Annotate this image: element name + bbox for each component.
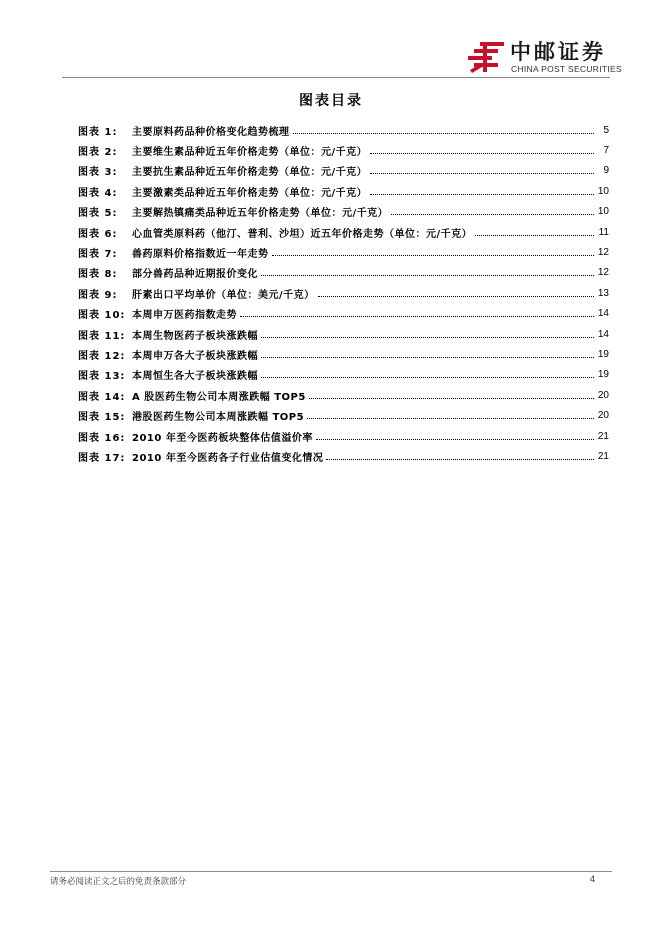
toc-entry-title: 主要解热镇痛类品种近五年价格走势（单位：元/千克）	[132, 208, 389, 220]
toc-entry-title: 2010 年至今医药各子行业估值变化情况	[132, 452, 324, 464]
toc-dot-leader	[370, 194, 594, 195]
toc-entry-label: 图表 1:	[78, 126, 118, 138]
toc-entry-page: 9	[603, 165, 609, 177]
toc-entry-label: 图表 16:	[78, 432, 126, 444]
toc-entry-label: 图表 10:	[78, 310, 126, 322]
toc-dot-leader	[240, 316, 594, 317]
toc-entry[interactable]	[78, 324, 609, 344]
toc-entry-page: 11	[598, 226, 609, 238]
toc-entry-page: 10	[597, 185, 609, 197]
header-divider	[62, 77, 610, 78]
toc-dot-leader	[326, 459, 594, 460]
toc-entry[interactable]	[78, 120, 609, 140]
toc-entry-title: A 股医药生物公司本周涨跌幅 TOP5	[132, 391, 306, 403]
toc-dot-leader	[316, 439, 594, 440]
toc-entry-title: 本周生物医药子板块涨跌幅	[132, 330, 258, 342]
page-number: 4	[590, 874, 596, 884]
toc-entry-label: 图表 11:	[78, 330, 126, 342]
toc-dot-leader	[475, 235, 594, 236]
toc-entry-page: 14	[597, 328, 609, 340]
brand-name-en: CHINA POST SECURITIES	[511, 64, 622, 74]
toc-entry[interactable]	[78, 405, 609, 425]
toc-dot-leader	[309, 398, 594, 399]
toc-entry-title: 本周申万医药指数走势	[132, 310, 237, 322]
page-header	[0, 0, 662, 80]
toc-dot-leader	[261, 275, 594, 276]
toc-entry-page: 21	[597, 430, 609, 442]
toc-entry-title: 本周恒生各大子板块涨跌幅	[132, 371, 258, 383]
toc-entry-label: 图表 8:	[78, 269, 118, 281]
toc-entry-label: 图表 12:	[78, 350, 126, 362]
toc-entry[interactable]	[78, 304, 609, 324]
toc-entry[interactable]	[78, 202, 609, 222]
toc-entry-page: 21	[597, 450, 609, 462]
toc-entry-page: 20	[597, 410, 609, 422]
toc-entry-title: 本周申万各大子板块涨跌幅	[132, 350, 258, 362]
toc-entry-title: 部分兽药品种近期报价变化	[132, 269, 258, 281]
toc-entry-title: 肝素出口平均单价（单位：美元/千克）	[132, 289, 315, 301]
toc-entry-page: 19	[597, 369, 609, 381]
toc-entry-label: 图表 13:	[78, 371, 126, 383]
toc-entry[interactable]	[78, 385, 609, 405]
toc-entry-page: 20	[597, 389, 609, 401]
toc-entry-label: 图表 7:	[78, 249, 118, 261]
toc-entry-label: 图表 3:	[78, 167, 118, 179]
toc-entry-label: 图表 5:	[78, 208, 118, 220]
toc-entry[interactable]	[78, 426, 609, 446]
toc-entry-label: 图表 9:	[78, 289, 118, 301]
toc-entry[interactable]	[78, 161, 609, 181]
toc-entry-label: 图表 17:	[78, 452, 126, 464]
toc-entry[interactable]	[78, 446, 609, 466]
toc-list	[78, 120, 609, 467]
footer-divider	[50, 871, 612, 872]
toc-dot-leader	[307, 418, 594, 419]
toc-entry-page: 14	[597, 308, 609, 320]
toc-entry-label: 图表 14:	[78, 391, 126, 403]
toc-entry-title: 港股医药生物公司本周涨跌幅 TOP5	[132, 412, 305, 424]
toc-entry-title: 2010 年至今医药板块整体估值溢价率	[132, 432, 313, 444]
footer-disclaimer: 请务必阅读正文之后的免责条款部分	[50, 877, 187, 887]
toc-entry-title: 主要激素类品种近五年价格走势（单位：元/千克）	[132, 187, 368, 199]
toc-entry-page: 13	[597, 287, 609, 299]
toc-entry-label: 图表 2:	[78, 147, 118, 159]
toc-dot-leader	[293, 133, 595, 134]
toc-entry-title: 主要原料药品种价格变化趋势梳理	[132, 126, 290, 138]
toc-dot-leader	[261, 337, 594, 338]
toc-entry[interactable]	[78, 263, 609, 283]
toc-entry-page: 5	[603, 124, 609, 136]
toc-entry-title: 心血管类原料药（他汀、普利、沙坦）近五年价格走势（单位：元/千克）	[132, 228, 473, 240]
toc-entry-page: 12	[597, 247, 609, 259]
toc-entry[interactable]	[78, 283, 609, 303]
toc-dot-leader	[272, 255, 595, 256]
toc-entry-page: 19	[597, 348, 609, 360]
toc-dot-leader	[370, 173, 594, 174]
toc-entry-page: 10	[597, 206, 609, 218]
toc-entry[interactable]	[78, 222, 609, 242]
toc-entry-page: 12	[597, 267, 609, 279]
toc-entry[interactable]	[78, 140, 609, 160]
toc-dot-leader	[370, 153, 594, 154]
toc-dot-leader	[261, 377, 594, 378]
toc-dot-leader	[391, 214, 594, 215]
toc-entry-title: 主要抗生素品种近五年价格走势（单位：元/千克）	[132, 167, 368, 179]
toc-dot-leader	[318, 296, 594, 297]
toc-entry[interactable]	[78, 344, 609, 364]
toc-entry-label: 图表 6:	[78, 228, 118, 240]
brand-name-cn: 中邮证券	[510, 40, 606, 64]
toc-entry[interactable]	[78, 181, 609, 201]
toc-entry-label: 图表 4:	[78, 187, 118, 199]
toc-title: 图表目录	[299, 93, 363, 109]
china-post-logo-icon	[466, 40, 506, 74]
toc-dot-leader	[261, 357, 594, 358]
toc-entry-page: 7	[603, 145, 609, 157]
toc-entry[interactable]	[78, 365, 609, 385]
toc-entry-label: 图表 15:	[78, 412, 126, 424]
toc-entry-title: 兽药原料价格指数近一年走势	[132, 249, 269, 261]
toc-entry[interactable]	[78, 242, 609, 262]
toc-entry-title: 主要维生素品种近五年价格走势（单位：元/千克）	[132, 147, 368, 159]
